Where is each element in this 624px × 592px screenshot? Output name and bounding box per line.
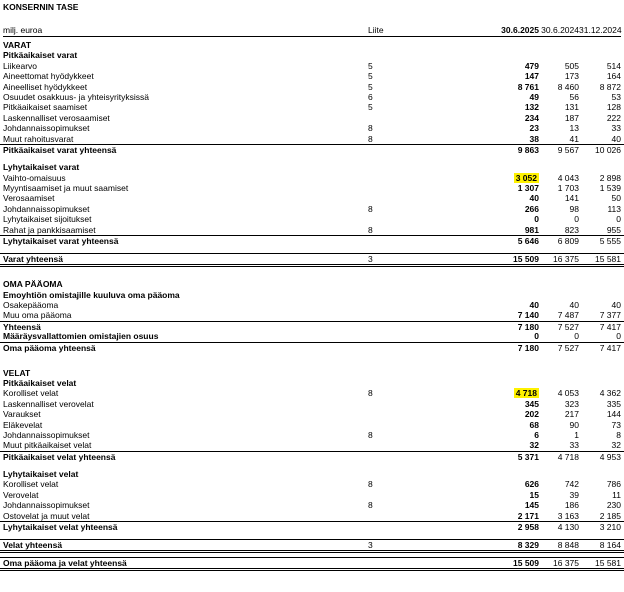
value-2024-12-31: 32 xyxy=(611,440,621,451)
table-row xyxy=(0,500,624,510)
column-header-2: 30.6.2024 xyxy=(541,25,579,35)
value-2024-12-31: 7 377 xyxy=(599,310,621,321)
value-2025-06-30: 132 xyxy=(524,102,539,113)
subsection-heading xyxy=(0,162,624,172)
subsection-heading xyxy=(0,50,624,60)
value-2024-06-30: 3 163 xyxy=(557,510,579,521)
total-row xyxy=(0,235,624,246)
row-label: Oma pääoma ja velat yhteensä xyxy=(3,558,127,569)
value-2024-12-31: 8 xyxy=(616,430,621,440)
value-2024-12-31: 40 xyxy=(611,133,621,144)
value-2024-12-31: 128 xyxy=(606,102,621,113)
value-2025-06-30: 147 xyxy=(524,71,539,82)
note-reference: 5 xyxy=(368,81,373,92)
note-reference: 5 xyxy=(368,71,373,82)
row-label: Aineettomat hyödykkeet xyxy=(3,71,94,82)
value-2025-06-30: 5 646 xyxy=(517,236,539,246)
value-2025-06-30: 40 xyxy=(529,193,539,204)
table-row xyxy=(0,440,624,450)
highlighted-value: 4 718 xyxy=(515,388,537,399)
value-2024-12-31: 4 953 xyxy=(599,451,621,462)
value-2025-06-30: 15 xyxy=(529,489,539,500)
table-row xyxy=(0,300,624,310)
value-2024-06-30: 7 527 xyxy=(557,342,579,353)
table-row xyxy=(0,183,624,193)
row-label: Korolliset velat xyxy=(3,479,59,490)
value-2025-06-30: 626 xyxy=(524,479,539,490)
row-label: Liikearvo xyxy=(3,60,38,71)
row-label: Varat yhteensä xyxy=(3,254,64,265)
note-reference: 5 xyxy=(368,60,373,71)
value-2024-06-30: 4 130 xyxy=(557,522,579,532)
value-2024-06-30: 56 xyxy=(569,92,579,102)
value-2025-06-30: 15 509 xyxy=(513,254,539,265)
table-row xyxy=(0,71,624,81)
total-row xyxy=(0,144,624,155)
value-2024-06-30: 16 375 xyxy=(553,254,579,265)
value-2025-06-30: 202 xyxy=(524,409,539,420)
note-column-header: Liite xyxy=(368,25,384,35)
subsection-heading xyxy=(0,378,624,388)
value-2024-06-30: 33 xyxy=(569,440,579,451)
row-label: Varaukset xyxy=(3,409,41,420)
unit-label: milj. euroa xyxy=(3,25,43,35)
column-header-3: 31.12.2024 xyxy=(579,25,622,35)
row-label: Aineelliset hyödykkeet xyxy=(3,81,88,92)
total-row xyxy=(0,253,624,267)
value-2024-12-31: 10 026 xyxy=(595,145,621,155)
row-label: Pitkäaikaiset velat yhteensä xyxy=(3,451,116,462)
row-label: Lyhytaikaiset sijoitukset xyxy=(3,214,92,225)
value-2024-06-30: 4 053 xyxy=(557,388,579,399)
value-2024-06-30: 9 567 xyxy=(557,145,579,155)
value-2024-12-31: 73 xyxy=(611,419,621,430)
row-label: Osakepääoma xyxy=(3,300,59,310)
row-label: Verosaamiset xyxy=(3,193,55,204)
row-label: Muu oma pääoma xyxy=(3,310,72,321)
table-row xyxy=(0,490,624,500)
table-row xyxy=(0,113,624,123)
table-row xyxy=(0,61,624,71)
table-row xyxy=(0,399,624,409)
value-2024-06-30: 7 487 xyxy=(557,310,579,321)
column-header-1: 30.6.2025 xyxy=(501,25,539,35)
row-label: Laskennalliset verovelat xyxy=(3,398,94,409)
value-2025-06-30: 2 958 xyxy=(517,522,539,532)
value-2024-12-31: 33 xyxy=(611,123,621,134)
value-2024-12-31: 955 xyxy=(606,224,621,235)
row-label: Määräysvallattomien omistajien osuus xyxy=(3,331,159,342)
total-row xyxy=(0,321,624,332)
value-2025-06-30: 0 xyxy=(534,214,539,225)
value-2024-06-30: 0 xyxy=(574,331,579,342)
row-label: Lyhytaikaiset velat xyxy=(3,469,79,479)
note-reference: 5 xyxy=(368,102,373,113)
value-2024-06-30: 6 809 xyxy=(557,236,579,246)
value-2024-06-30: 217 xyxy=(564,409,579,420)
note-reference: 8 xyxy=(368,500,373,511)
value-2024-06-30: 8 848 xyxy=(557,540,579,551)
value-2024-12-31: 144 xyxy=(606,409,621,420)
row-label: Laskennalliset verosaamiset xyxy=(3,112,110,123)
value-2024-06-30: 90 xyxy=(569,419,579,430)
row-label: Rahat ja pankkisaamiset xyxy=(3,224,96,235)
row-label: Osuudet osakkuus- ja yhteisyrityksissä xyxy=(3,92,149,102)
value-2024-06-30: 1 xyxy=(574,430,579,440)
value-2025-06-30 xyxy=(479,173,539,183)
total-row xyxy=(0,539,624,553)
value-2024-12-31: 50 xyxy=(611,193,621,204)
table-row xyxy=(0,193,624,203)
table-row xyxy=(0,511,624,521)
note-reference: 8 xyxy=(368,203,373,214)
subsection-heading xyxy=(0,331,624,341)
note-reference: 3 xyxy=(368,540,373,551)
table-row xyxy=(0,388,624,398)
table-row xyxy=(0,134,624,144)
section-heading xyxy=(0,368,624,378)
value-2024-06-30: 1 703 xyxy=(557,183,579,193)
value-2025-06-30: 0 xyxy=(534,331,539,342)
value-2024-06-30: 323 xyxy=(564,398,579,409)
row-label: Lyhytaikaiset velat yhteensä xyxy=(3,522,118,532)
value-2024-12-31: 2 898 xyxy=(599,172,621,183)
value-2024-06-30: 98 xyxy=(569,203,579,214)
value-2024-12-31: 8 872 xyxy=(599,81,621,92)
value-2024-12-31: 7 417 xyxy=(599,321,621,332)
row-label: Velat yhteensä xyxy=(3,540,63,551)
value-2024-06-30: 7 527 xyxy=(557,321,579,332)
row-label: Johdannaissopimukset xyxy=(3,123,90,134)
total-row xyxy=(0,342,624,353)
row-label: Pitkäaikaiset varat yhteensä xyxy=(3,145,117,155)
value-2024-12-31: 15 581 xyxy=(595,558,621,569)
row-label: VARAT xyxy=(3,40,32,50)
value-2024-12-31: 1 539 xyxy=(599,183,621,193)
value-2024-12-31: 786 xyxy=(606,479,621,490)
row-label: Pitkäaikaiset velat xyxy=(3,378,77,388)
value-2025-06-30: 38 xyxy=(529,133,539,144)
total-row xyxy=(0,451,624,462)
document-title: KONSERNIN TASE xyxy=(3,2,79,12)
value-2025-06-30: 7 180 xyxy=(517,342,539,353)
value-2024-12-31: 0 xyxy=(616,331,621,342)
row-label: Verovelat xyxy=(3,489,39,500)
value-2024-12-31: 8 164 xyxy=(599,540,621,551)
row-label: Myyntisaamiset ja muut saamiset xyxy=(3,183,129,193)
note-reference: 8 xyxy=(368,133,373,144)
value-2024-12-31: 3 210 xyxy=(599,522,621,532)
value-2024-12-31: 4 362 xyxy=(599,388,621,399)
value-2025-06-30: 7 180 xyxy=(517,321,539,332)
total-row xyxy=(0,521,624,532)
table-row xyxy=(0,82,624,92)
row-label: Eläkevelat xyxy=(3,419,43,430)
value-2024-12-31: 222 xyxy=(606,112,621,123)
table-row xyxy=(0,102,624,112)
value-2025-06-30: 266 xyxy=(524,203,539,214)
value-2025-06-30: 479 xyxy=(524,60,539,71)
table-header xyxy=(0,25,624,35)
subsection-heading xyxy=(0,469,624,479)
value-2024-06-30: 4 718 xyxy=(557,451,579,462)
value-2025-06-30: 9 863 xyxy=(517,145,539,155)
row-label: OMA PÄÄOMA xyxy=(3,279,63,290)
value-2025-06-30: 5 371 xyxy=(517,451,539,462)
note-reference: 8 xyxy=(368,430,373,440)
row-label: Ostovelat ja muut velat xyxy=(3,510,90,521)
row-label: Johdannaissopimukset xyxy=(3,203,90,214)
value-2024-06-30: 0 xyxy=(574,214,579,225)
table-row xyxy=(0,204,624,214)
section-heading xyxy=(0,279,624,289)
value-2024-06-30: 186 xyxy=(564,500,579,511)
table-row xyxy=(0,310,624,320)
value-2024-12-31: 40 xyxy=(611,300,621,310)
value-2024-12-31: 7 417 xyxy=(599,342,621,353)
value-2024-12-31: 2 185 xyxy=(599,510,621,521)
value-2024-12-31: 53 xyxy=(611,92,621,102)
value-2024-06-30: 173 xyxy=(564,71,579,82)
value-2025-06-30: 234 xyxy=(524,112,539,123)
value-2024-06-30: 13 xyxy=(569,123,579,134)
table-row xyxy=(0,92,624,102)
value-2024-06-30: 141 xyxy=(564,193,579,204)
header-divider xyxy=(3,36,621,37)
value-2024-12-31: 230 xyxy=(606,500,621,511)
value-2024-06-30: 187 xyxy=(564,112,579,123)
value-2024-06-30: 131 xyxy=(564,102,579,113)
value-2024-06-30: 16 375 xyxy=(553,558,579,569)
row-label: Vaihto-omaisuus xyxy=(3,172,66,183)
value-2024-12-31: 164 xyxy=(606,71,621,82)
value-2025-06-30: 40 xyxy=(529,300,539,310)
value-2025-06-30: 2 171 xyxy=(517,510,539,521)
value-2024-06-30: 41 xyxy=(569,133,579,144)
value-2024-06-30: 742 xyxy=(564,479,579,490)
value-2025-06-30: 8 329 xyxy=(517,540,539,551)
table-row xyxy=(0,409,624,419)
table-row xyxy=(0,214,624,224)
note-reference: 8 xyxy=(368,123,373,134)
value-2024-06-30: 39 xyxy=(569,489,579,500)
row-label: Muut rahoitusvarat xyxy=(3,133,74,144)
note-reference: 8 xyxy=(368,388,373,399)
row-label: Oma pääoma yhteensä xyxy=(3,342,96,353)
row-label: Pitkäaikaiset saamiset xyxy=(3,102,88,113)
value-2024-12-31: 0 xyxy=(616,214,621,225)
row-label: Johdannaissopimukset xyxy=(3,430,90,440)
value-2025-06-30: 8 761 xyxy=(517,81,539,92)
value-2025-06-30: 345 xyxy=(524,398,539,409)
note-reference: 6 xyxy=(368,92,373,102)
row-label: Muut pitkäaikaiset velat xyxy=(3,440,92,451)
value-2025-06-30: 981 xyxy=(524,224,539,235)
value-2025-06-30: 32 xyxy=(529,440,539,451)
row-label: Yhteensä xyxy=(3,321,41,332)
table-row xyxy=(0,123,624,133)
value-2025-06-30: 15 509 xyxy=(513,558,539,569)
value-2025-06-30 xyxy=(479,388,539,398)
section-heading xyxy=(0,40,624,50)
note-reference: 8 xyxy=(368,479,373,490)
value-2024-12-31: 113 xyxy=(607,203,621,214)
row-label: Emoyhtiön omistajille kuuluva oma pääoma xyxy=(3,289,180,300)
value-2025-06-30: 68 xyxy=(529,419,539,430)
row-label: Pitkäaikaiset varat xyxy=(3,50,78,61)
value-2025-06-30: 1 307 xyxy=(517,183,539,193)
row-label: VELAT xyxy=(3,367,31,378)
value-2024-06-30: 823 xyxy=(564,224,579,235)
value-2024-06-30: 4 043 xyxy=(557,172,579,183)
table-row xyxy=(0,430,624,440)
row-label: Johdannaissopimukset xyxy=(3,500,90,511)
value-2024-12-31: 15 581 xyxy=(595,254,621,265)
note-reference: 3 xyxy=(368,254,373,265)
value-2025-06-30: 7 140 xyxy=(517,310,539,321)
highlighted-value: 3 052 xyxy=(515,172,537,183)
value-2024-12-31: 11 xyxy=(612,489,621,500)
table-row xyxy=(0,225,624,235)
row-label: Lyhytaikaiset varat yhteensä xyxy=(3,236,119,246)
note-reference: 8 xyxy=(368,224,373,235)
value-2025-06-30: 6 xyxy=(534,430,539,440)
row-label: Lyhytaikaiset varat xyxy=(3,162,80,173)
row-label: Korolliset velat xyxy=(3,388,59,399)
table-row xyxy=(0,173,624,183)
value-2024-06-30: 505 xyxy=(564,60,579,71)
total-row xyxy=(0,557,624,571)
value-2024-12-31: 5 555 xyxy=(599,236,621,246)
table-row xyxy=(0,479,624,489)
value-2024-12-31: 335 xyxy=(606,398,621,409)
value-2024-06-30: 8 460 xyxy=(557,81,579,92)
value-2024-12-31: 514 xyxy=(606,60,621,71)
value-2025-06-30: 23 xyxy=(529,123,539,134)
value-2024-06-30: 40 xyxy=(569,300,579,310)
subsection-heading xyxy=(0,290,624,300)
table-row xyxy=(0,420,624,430)
value-2025-06-30: 145 xyxy=(524,500,539,511)
value-2025-06-30: 49 xyxy=(529,92,539,102)
